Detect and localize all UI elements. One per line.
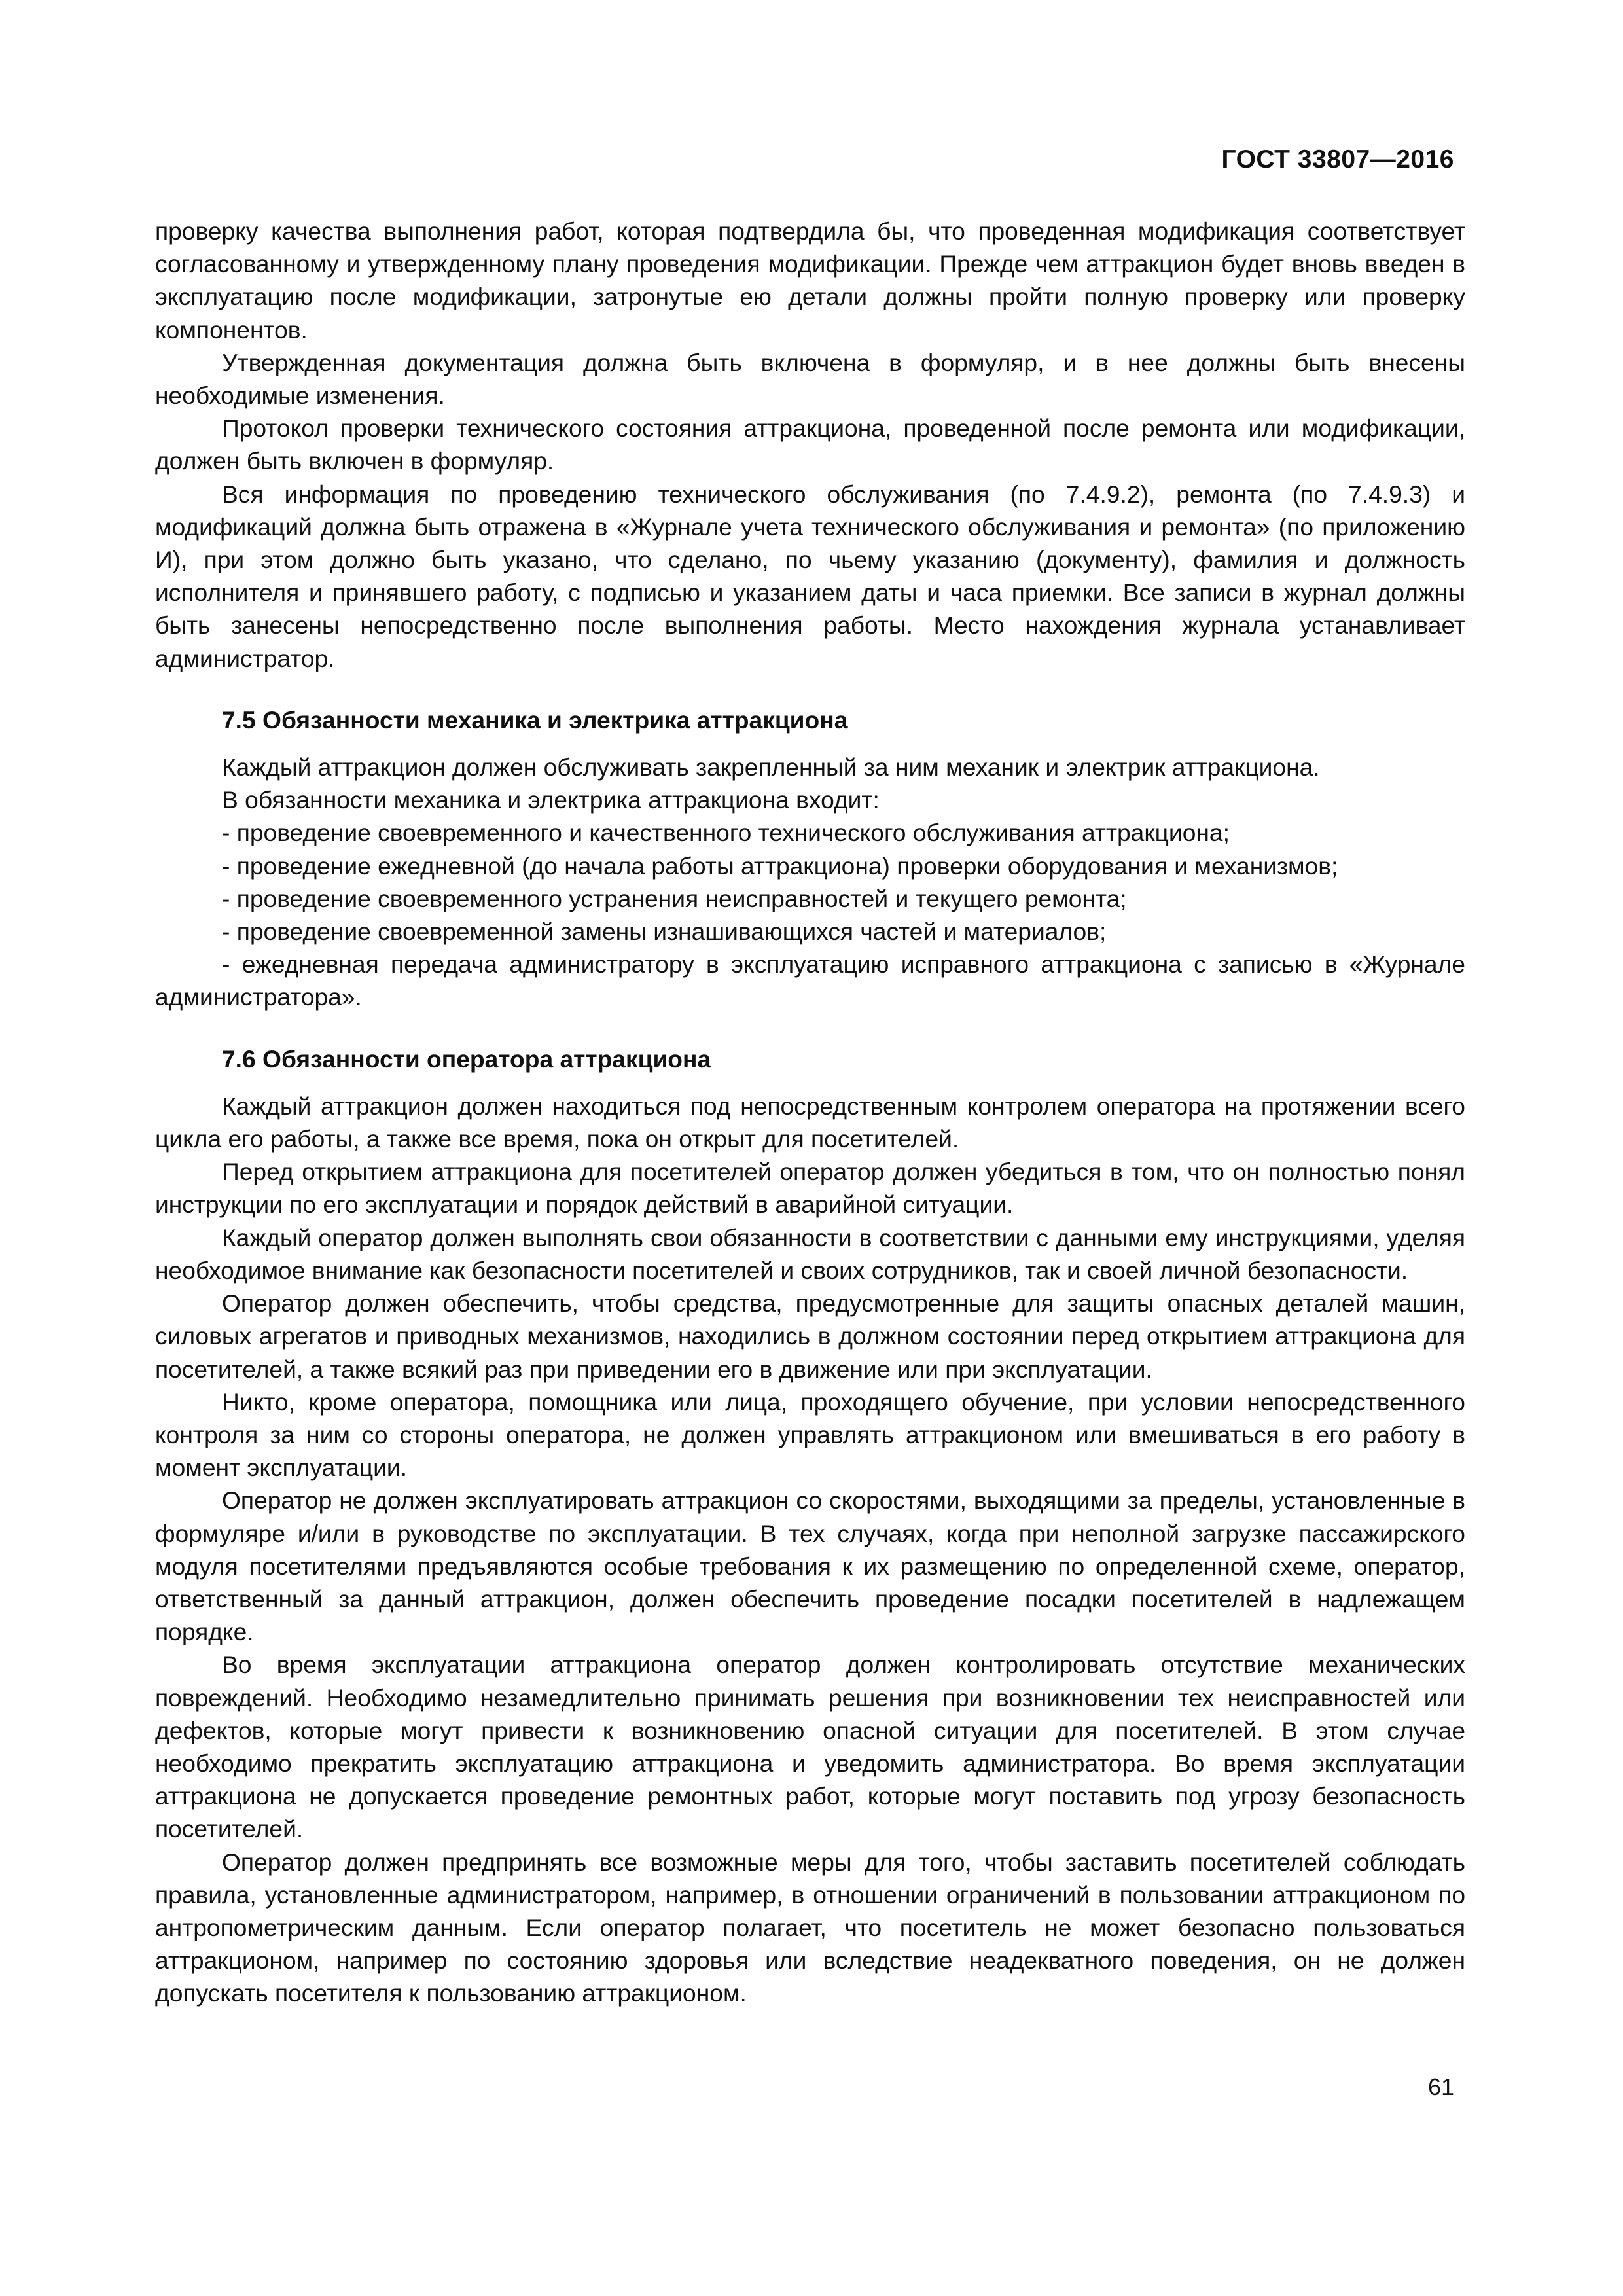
list-item-duty: - проведение ежедневной (до начала работы аттракциона) проверки оборудования и механизмов;	[222, 852, 1338, 880]
document-code-header: ГОСТ 33807—2016	[1221, 145, 1454, 173]
list-item-duty: - проведение своевременной замены изнашивающихся частей и материалов;	[222, 918, 1107, 946]
paragraph-maintenance-journal: Вся информация по проведению технического обслуживания (по 7.4.9.2), ремонта (по 7.4.9.3) и модификаций должна быть отражена в «Журнале учета технического обслуживания и ремонта» (по приложению И), при этом должно быть указано, что сделано, по чьему указанию (документу), фамилия и должность исполнителя и принявшего работу, с подписью и указанием даты и часа приемки. Все записи в журнал должны быть занесены непосредственно после выполнения работы. Место нахождения журнала устанавливает администратор.	[155, 480, 1465, 672]
section-title-7-6: 7.6 Обязанности оператора аттракциона	[222, 1045, 711, 1073]
paragraph-control-restriction: Никто, кроме оператора, помощника или лица, проходящего обучение, при условии непосредственного контроля за ним со стороны оператора, не должен управлять аттракционом или вмешиваться в его работу в момент эксплуатации.	[155, 1388, 1465, 1482]
paragraph-inspection-protocol: Протокол проверки технического состояния аттракциона, проведенной после ремонта или модификации, должен быть включен в формуляр.	[155, 414, 1465, 475]
paragraph-duties-intro: В обязанности механика и электрика аттракциона входит:	[222, 786, 880, 814]
paragraph-speed-limits: Оператор не должен эксплуатировать аттракцион со скоростями, выходящими за пределы, установленные в формуляре и/или в руководстве по эксплуатации. В тех случаях, когда при неполной загрузке пассажирского модуля посетителями предъявляются особые требования к их размещению по определенной схеме, оператор, ответственный за данный аттракцион, должен обеспечить проведение посадки посетителей в надлежащем порядке.	[155, 1486, 1465, 1646]
document-body	[155, 215, 1465, 2010]
paragraph-damage-control: Во время эксплуатации аттракциона оператор должен контролировать отсутствие механических повреждений. Необходимо незамедлительно принимать решения при возникновении тех неисправностей или дефектов, которые могут привести к возникновению опасной ситуации для посетителей. В этом случае необходимо прекратить эксплуатацию аттракциона и уведомить администратора. Во время эксплуатации аттракциона не допускается проведение ремонтных работ, которые могут поставить под угрозу безопасность посетителей.	[155, 1651, 1465, 1843]
paragraph-operator-instructions: Перед открытием аттракциона для посетителей оператор должен убедиться в том, что он полностью понял инструкции по его эксплуатации и порядок действий в аварийной ситуации.	[155, 1158, 1465, 1219]
page-number: 61	[1427, 2073, 1454, 2100]
paragraph-mechanic-electrician: Каждый аттракцион должен обслуживать закрепленный за ним механик и электрик аттракциона.	[222, 753, 1320, 781]
paragraph-protective-means: Оператор должен обеспечить, чтобы средства, предусмотренные для защиты опасных деталей машин, силовых агрегатов и приводных механизмов, находились в должном состоянии перед открытием аттракциона для посетителей, а также всякий раз при приведении его в движение или при эксплуатации.	[155, 1289, 1465, 1383]
paragraph-visitor-rules: Оператор должен предпринять все возможные меры для того, чтобы заставить посетителей соблюдать правила, установленные администратором, например, в отношении ограничений в пользовании аттракционом по антропометрическим данным. Если оператор полагает, что посетитель не может безопасно пользоваться аттракционом, например по состоянию здоровья или вследствие неадекватного поведения, он не должен допускать посетителя к пользованию аттракционом.	[155, 1848, 1465, 2007]
list-item-duty: - ежедневная передача администратору в эксплуатацию исправного аттракциона с записью в «Журнале администратора».	[155, 950, 1465, 1011]
list-item-duty: - проведение своевременного и качественного технического обслуживания аттракциона;	[222, 819, 1230, 847]
paragraph-approved-documentation: Утвержденная документация должна быть включена в формуляр, и в нее должны быть внесены необходимые изменения.	[155, 348, 1465, 410]
paragraph-operator-control: Каждый аттракцион должен находиться под непосредственным контролем оператора на протяжении всего цикла его работы, а также все время, пока он открыт для посетителей.	[155, 1092, 1465, 1153]
list-item-duty: - проведение своевременного устранения неисправностей и текущего ремонта;	[222, 884, 1127, 912]
section-title-7-5: 7.5 Обязанности механика и электрика аттракциона	[222, 706, 848, 734]
paragraph-modification-check: проверку качества выполнения работ, которая подтвердила бы, что проведенная модификация соответствует согласованному и утвержденному плану проведения модификации. Прежде чем аттракцион будет вновь введен в эксплуатацию после модификации, затронутые ею детали должны пройти полную проверку или проверку компонентов.	[155, 217, 1465, 344]
paragraph-operator-duties: Каждый оператор должен выполнять свои обязанности в соответствии с данными ему инструкциями, уделяя необходимое внимание как безопасности посетителей и своих сотрудников, так и своей личной безопасности.	[155, 1223, 1465, 1284]
